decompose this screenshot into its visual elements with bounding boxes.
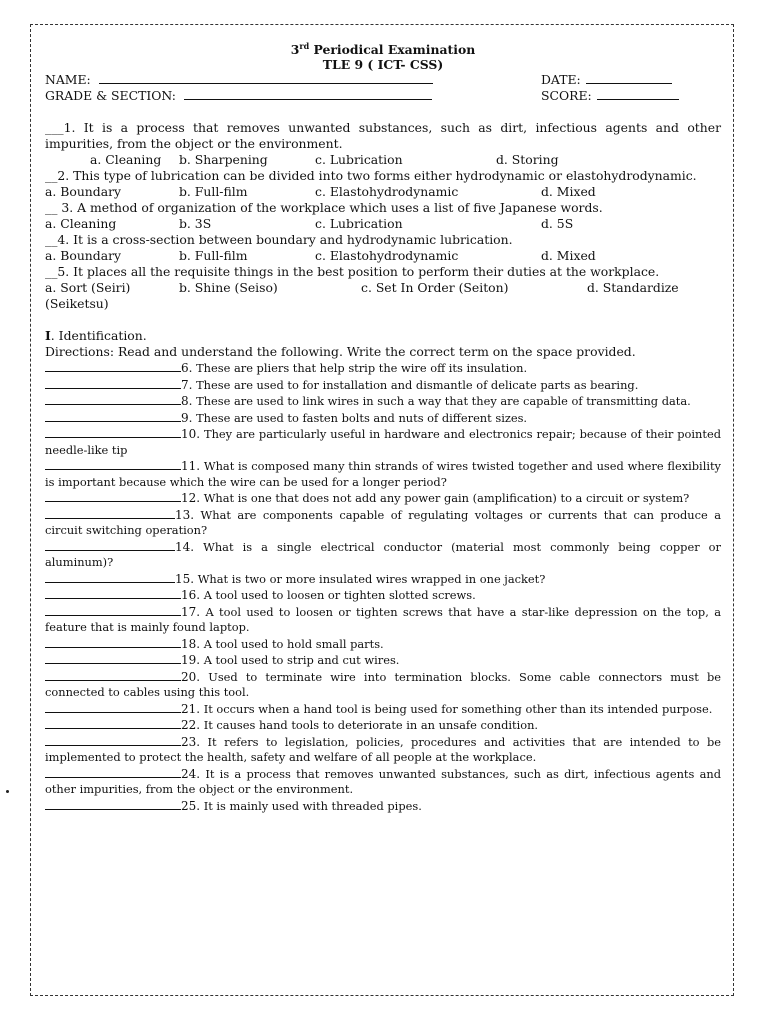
item-text: What is a single electrical conductor (material most commonly being copper or aluminum)? (45, 539, 721, 570)
grade-section-label: GRADE & SECTION: (45, 88, 176, 104)
identification-item (45, 393, 721, 410)
answer-blank[interactable] (45, 377, 181, 389)
item-number: 18. (181, 636, 201, 651)
item-number: 24. (181, 766, 201, 781)
question-number[interactable]: __4. (45, 232, 70, 248)
identification-item (45, 717, 721, 734)
question-number[interactable]: __5. (45, 264, 70, 280)
item-number: 9. (181, 410, 193, 425)
identification-item (45, 539, 721, 571)
item-text: A tool used to loosen or tighten slotted screws. (200, 588, 476, 603)
question-text: It is a process that removes unwanted substances, such as dirt, infectious agents and other impurities, from the object or the environment. (45, 120, 721, 152)
date-field[interactable] (586, 72, 672, 84)
item-text: A tool used to loosen or tighten screws that have a star-like depression on the top, a feature that is mainly found laptop. (45, 604, 721, 635)
identification-directions: Directions: Read and understand the following. Write the correct term on the space provided. (45, 344, 636, 360)
identification-item (45, 360, 721, 377)
options-5 (45, 280, 721, 296)
answer-blank[interactable] (45, 766, 181, 778)
identification-item (45, 507, 721, 539)
option-d[interactable]: d. 5S (541, 216, 574, 232)
item-number: 10. (181, 427, 201, 442)
item-number: 6. (181, 361, 193, 376)
item-number: 19. (181, 653, 201, 668)
option-d[interactable]: d. Storing (496, 152, 559, 168)
option-d-continuation: (Seiketsu) (45, 296, 109, 312)
score-field[interactable] (597, 88, 679, 100)
item-text: A tool used to hold small parts. (200, 636, 384, 651)
answer-blank[interactable] (45, 458, 181, 470)
item-number: 25. (181, 798, 201, 813)
spacer (45, 312, 721, 328)
question-5 (45, 264, 721, 280)
option-c[interactable]: c. Lubrication (315, 216, 403, 232)
identification-item (45, 701, 721, 718)
item-number: 16. (181, 588, 201, 603)
name-label: NAME: (45, 72, 91, 88)
option-a[interactable]: a. Sort (Seiri) (45, 280, 131, 296)
section-title: . Identification. (50, 328, 147, 344)
item-number: 22. (181, 718, 201, 733)
item-number: 23. (181, 734, 201, 749)
item-number: 21. (181, 701, 201, 716)
item-text: What is composed many thin strands of wires twisted together and used where flexibility is important because which the wire can be used for a longer period? (45, 459, 721, 489)
options-2 (45, 184, 721, 200)
item-number: 7. (181, 377, 193, 392)
identification-item (45, 426, 721, 458)
item-text: They are particularly useful in hardware and electronics repair; because of their pointed needle-like tip (45, 427, 721, 457)
item-text: It refers to legislation, policies, procedures and activities that are intended to be implemented to protect the health, safety and welfare of all people at the workplace. (45, 734, 721, 765)
item-text: A tool used to strip and cut wires. (200, 653, 400, 668)
identification-item (45, 766, 721, 798)
answer-blank[interactable] (45, 490, 181, 502)
item-text: These are used to fasten bolts and nuts of different sizes. (192, 410, 528, 425)
identification-item (45, 490, 721, 507)
option-b[interactable]: b. 3S (179, 216, 212, 232)
identification-item (45, 587, 721, 604)
question-number[interactable]: __2. (45, 168, 70, 184)
question-text: It places all the requisite things in the best position to perform their duties at the workplace. (69, 264, 660, 280)
question-2 (45, 168, 721, 184)
options-1 (45, 152, 721, 168)
answer-blank[interactable] (45, 507, 175, 519)
identification-item (45, 652, 721, 669)
answer-blank[interactable] (45, 636, 181, 648)
identification-item (45, 571, 721, 588)
exam-subtitle: TLE 9 ( ICT- CSS) (322, 57, 444, 73)
item-number: 13. (175, 507, 195, 522)
question-3 (45, 200, 721, 216)
item-text: What is two or more insulated wires wrapped in one jacket? (194, 571, 546, 586)
question-number[interactable]: __ 3. (45, 200, 74, 216)
identification-item (45, 377, 721, 394)
item-text: These are used to for installation and dismantle of delicate parts as bearing. (192, 377, 639, 392)
identification-item (45, 669, 721, 701)
item-text: It causes hand tools to deteriorate in an unsafe condition. (200, 718, 539, 733)
item-text: These are pliers that help strip the wire off its insulation. (192, 361, 528, 376)
item-text: It is a process that removes unwanted substances, such as dirt, infectious agents and other impurities, from the object or the environment. (45, 766, 721, 797)
item-text: These are used to link wires in such a way that they are capable of transmitting data. (192, 394, 691, 409)
exam-title (45, 39, 721, 57)
title-superscript: rd (299, 41, 310, 51)
name-date-row (45, 72, 721, 88)
identification-item (45, 636, 721, 653)
answer-blank[interactable] (45, 669, 181, 681)
identification-item (45, 410, 721, 427)
identification-item (45, 798, 721, 815)
spacer (45, 104, 721, 120)
question-text: This type of lubrication can be divided into two forms either hydrodynamic or elastohydrodynamic. (69, 168, 697, 184)
answer-blank[interactable] (45, 426, 181, 438)
option-d[interactable]: d. Mixed (541, 248, 596, 264)
name-field[interactable] (99, 72, 433, 84)
grade-score-row (45, 88, 721, 104)
answer-blank[interactable] (45, 604, 181, 616)
answer-blank[interactable] (45, 410, 181, 422)
date-group (541, 72, 672, 88)
answer-blank[interactable] (45, 571, 175, 583)
option-c[interactable]: c. Elastohydrodynamic (315, 248, 459, 264)
item-text: It is mainly used with threaded pipes. (200, 798, 422, 813)
item-text: Used to terminate wire into termination blocks. Some cable connectors must be connected to cables using this tool. (45, 669, 721, 700)
score-group (541, 88, 679, 104)
option-d[interactable]: d. Mixed (541, 184, 596, 200)
identification-item (45, 604, 721, 636)
margin-dot (6, 790, 9, 793)
option-b[interactable]: b. Full-film (179, 184, 248, 200)
answer-blank[interactable] (45, 360, 181, 372)
answer-blank[interactable] (45, 587, 181, 599)
item-number: 15. (175, 571, 195, 586)
option-c[interactable]: c. Set In Order (Seiton) (361, 280, 509, 296)
exam-sheet (30, 24, 734, 996)
question-text: It is a cross-section between boundary and hydrodynamic lubrication. (69, 232, 513, 248)
option-a[interactable]: a. Boundary (45, 184, 122, 200)
identification-list (45, 360, 721, 814)
identification-item (45, 458, 721, 490)
identification-item (45, 734, 721, 766)
item-number: 17. (181, 604, 201, 619)
item-number: 20. (181, 669, 201, 684)
option-a[interactable]: a. Cleaning (45, 216, 117, 232)
exam-content (45, 39, 721, 814)
item-text: What is one that does not add any power gain (amplification) to a circuit or system? (200, 491, 690, 506)
score-label: SCORE: (541, 88, 592, 104)
question-number[interactable]: ___1. (45, 120, 76, 136)
section-numeral: I (45, 328, 51, 344)
title-text: Periodical Examination (309, 42, 476, 58)
option-c[interactable]: c. Lubrication (315, 152, 403, 168)
answer-blank[interactable] (45, 701, 181, 713)
item-text: It occurs when a hand tool is being used for something other than its intended purpose. (200, 701, 713, 716)
option-b[interactable]: b. Full-film (179, 248, 248, 264)
option-b[interactable]: b. Sharpening (179, 152, 268, 168)
option-d[interactable]: d. Standardize (587, 280, 679, 296)
item-number: 8. (181, 394, 193, 409)
option-b[interactable]: b. Shine (Seiso) (179, 280, 278, 296)
answer-blank[interactable] (45, 734, 181, 746)
grade-section-field[interactable] (184, 88, 432, 100)
question-4 (45, 232, 721, 248)
identification-heading (45, 328, 721, 344)
options-4 (45, 248, 721, 264)
answer-blank[interactable] (45, 393, 181, 405)
item-number: 11. (181, 459, 201, 474)
question-text: A method of organization of the workplace which uses a list of five Japanese words. (73, 200, 603, 216)
options-3 (45, 216, 721, 232)
item-number: 12. (181, 491, 201, 506)
question-1 (45, 120, 721, 152)
answer-blank[interactable] (45, 539, 175, 551)
answer-blank[interactable] (45, 717, 181, 729)
item-number: 14. (175, 539, 195, 554)
answer-blank[interactable] (45, 652, 181, 664)
date-label: DATE: (541, 72, 581, 88)
option-a[interactable]: a. Boundary (45, 248, 122, 264)
option-a[interactable]: a. Cleaning (90, 152, 162, 168)
item-text: What are components capable of regulating voltages or currents that can produce a circuit switching operation? (45, 507, 721, 538)
answer-blank[interactable] (45, 798, 181, 810)
title-number: 3 (290, 42, 300, 58)
option-c[interactable]: c. Elastohydrodynamic (315, 184, 459, 200)
